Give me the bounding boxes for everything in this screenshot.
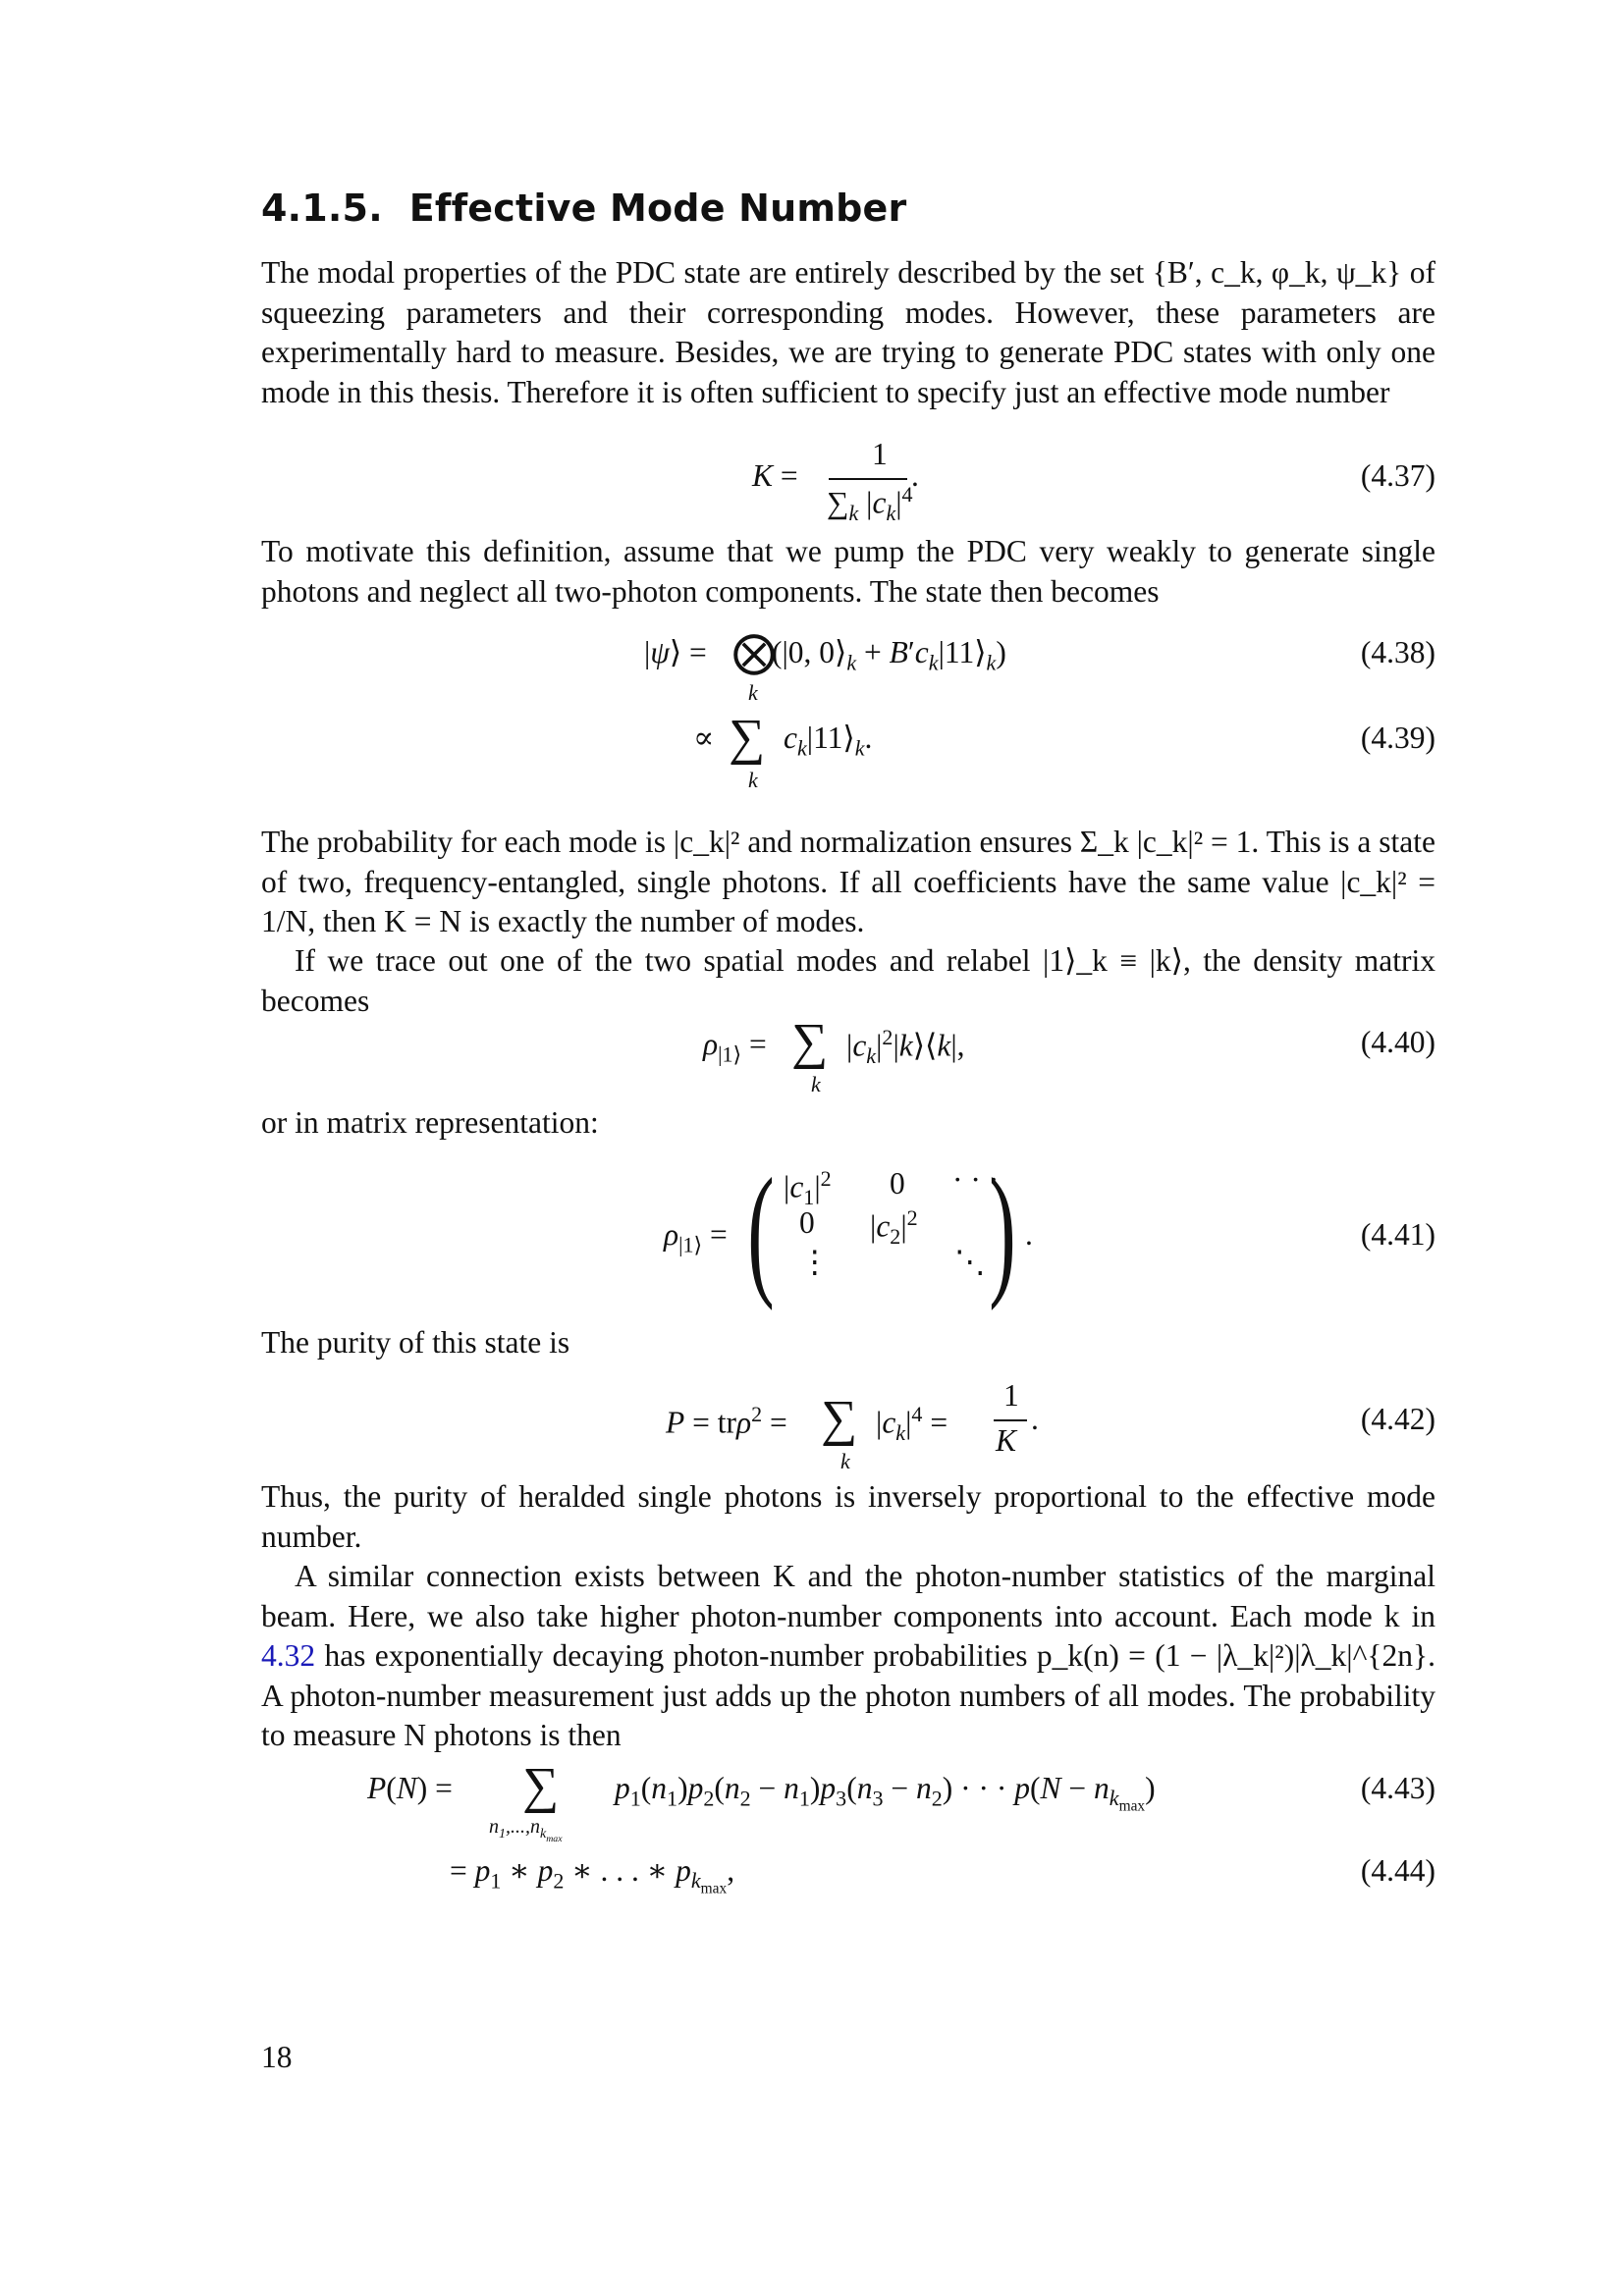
equation-4-41: $\rho_{|1⟩}$ = ( $|c_1|^2$ 0 · · · 0 $|c_2|^2$ ⋮ ⋱ ) . (4.41) xyxy=(664,1148,1435,1311)
paragraph-3-text: The probability for each mode is |c_k|² and normalization ensures Σ_k |c_k|² = 1. This is a state of two, frequency-entangled, single photons. If all coefficients have the same value |c_k|² = 1/N, then K = N is exactly the number of modes. xyxy=(261,825,1435,938)
paragraph-2 xyxy=(261,532,1435,612)
equation-number-4-39: (4.39) xyxy=(1360,721,1435,755)
equation-4-42: P = trρ$^2$ = ∑ k $|c_k|^4$ = 1 K . (4.42) xyxy=(666,1378,1435,1473)
equation-number-4-42: (4.42) xyxy=(1360,1402,1435,1436)
paragraph-5-text: or in matrix representation: xyxy=(261,1105,599,1140)
equation-number-4-41: (4.41) xyxy=(1360,1217,1435,1252)
section-heading xyxy=(261,187,906,230)
paragraph-8 xyxy=(261,1557,1435,1756)
paragraph-1-text: The modal properties of the PDC state are entirely described by the set {B′, c_k, φ_k, ψ_k} of squeezing parameters and their corresponding modes. However, these parameters are experimentally hard to measure. Besides, we are trying to generate PDC states with only one mode in this thesis. Therefore it is often sufficient to specify just an effective mode number xyxy=(261,255,1435,409)
section-title: Effective Mode Number xyxy=(408,187,907,230)
paragraph-4 xyxy=(261,941,1435,1021)
paragraph-7 xyxy=(261,1477,1435,1557)
paragraph-3 xyxy=(261,823,1435,942)
equation-4-38: |ψ⟩ = ⨂ k (|0, $0⟩_k$ + $B'c_k|11⟩_k$) (4.38) xyxy=(644,628,1435,705)
equation-number-4-44: (4.44) xyxy=(1360,1853,1435,1888)
equation-4-37: K = 1 $\sum_k$ $|c_k|^4$ . (4.37) xyxy=(752,437,1435,525)
paragraph-2-text: To motivate this definition, assume that we pump the PDC very weakly to generate single photons and neglect all two-photon components. The state then becomes xyxy=(261,534,1435,609)
equation-number-4-38: (4.38) xyxy=(1360,635,1435,669)
paragraph-8-text-a: A similar connection exists between K and the photon-number statistics of the marginal beam. Here, we also take higher photon-number components into account. Each mode k in xyxy=(261,1559,1435,1633)
paragraph-8-text-b: has exponentially decaying photon-number probabilities p_k(n) = (1 − |λ_k|²)|λ_k|^{2n}. A photon-number measurement just adds up the photon numbers of all modes. The probability to measure N photons is then xyxy=(261,1638,1435,1752)
equation-4-44: = $p_1$ ∗ $p_2$ ∗ . . . ∗ $p_{k_{max}}$, (4.44) xyxy=(450,1853,1435,1897)
paragraph-5 xyxy=(261,1103,1435,1144)
page-number: 18 xyxy=(261,2040,293,2074)
equation-4-43: P(N) = ∑ $n_1,...,n_{k_{max}}$ $p_1(n_1)p_2(n_2 - n_1)p_3(n_3 - n_2)$ · · · $p(N - n_{k_{max}})$ (4.43) xyxy=(367,1758,1435,1844)
paragraph-6 xyxy=(261,1323,1435,1363)
paragraph-4-text: If we trace out one of the two spatial modes and relabel |1⟩_k ≡ |k⟩, the density matrix becomes xyxy=(261,943,1435,1018)
paragraph-1 xyxy=(261,253,1435,412)
section-number: 4.1.5. xyxy=(261,187,383,230)
equation-reference-link[interactable]: 4.32 xyxy=(261,1638,316,1673)
equation-number-4-40: (4.40) xyxy=(1360,1025,1435,1059)
equation-number-4-43: (4.43) xyxy=(1360,1771,1435,1805)
paragraph-6-text: The purity of this state is xyxy=(261,1325,570,1360)
paragraph-7-text: Thus, the purity of heralded single photons is inversely proportional to the effective mode number. xyxy=(261,1479,1435,1554)
equation-number-4-37: (4.37) xyxy=(1360,458,1435,493)
equation-4-39: ∝ ∑ k $c_k|11⟩_k$. (4.39) xyxy=(693,710,1435,792)
equation-4-40: $\rho_{|1⟩}$ = ∑ k $|c_k|^2|k⟩⟨k|$, (4.40) xyxy=(703,1014,1435,1096)
